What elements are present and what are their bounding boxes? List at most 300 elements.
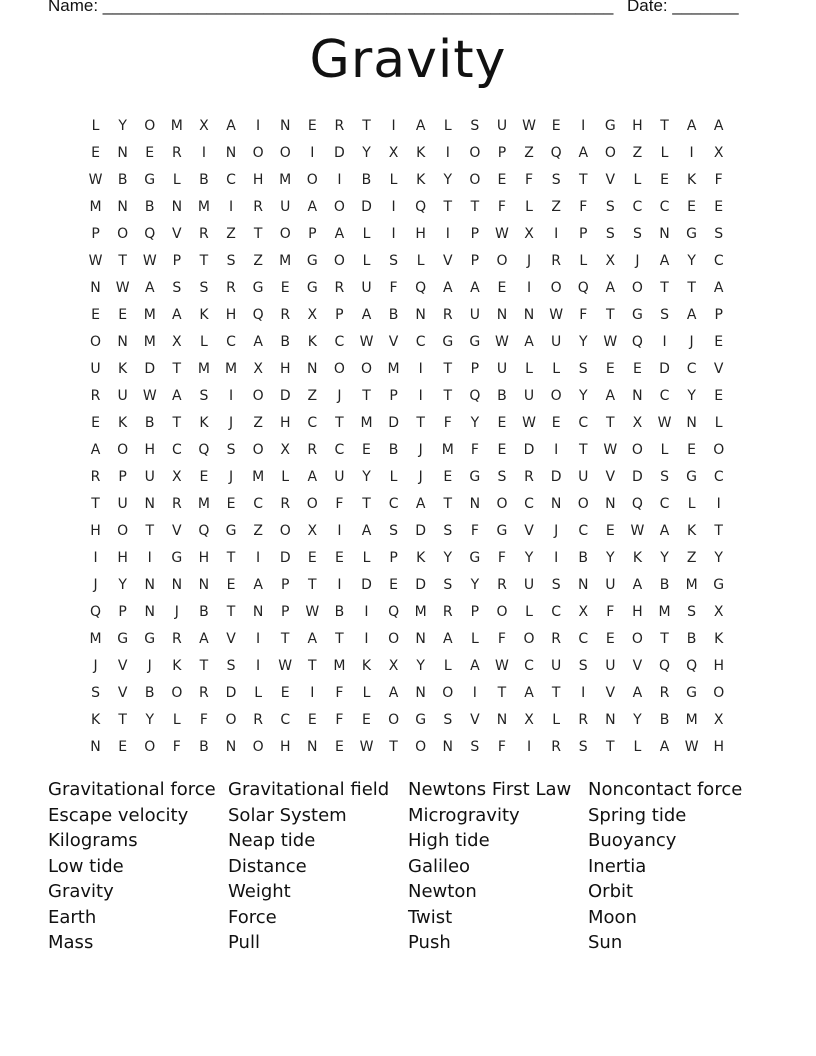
grid-letter[interactable]: S (687, 603, 697, 620)
grid-letter[interactable]: L (362, 684, 371, 701)
grid-letter[interactable]: I (716, 495, 721, 512)
grid-letter[interactable]: E (226, 495, 236, 512)
grid-letter[interactable]: I (147, 549, 152, 566)
grid-letter[interactable]: X (578, 603, 589, 620)
grid-letter[interactable]: I (228, 387, 234, 404)
grid-letter[interactable]: L (416, 252, 425, 269)
grid-letter[interactable]: D (415, 522, 427, 539)
grid-letter[interactable]: S (551, 576, 561, 593)
grid-letter[interactable]: P (280, 603, 290, 620)
grid-letter[interactable]: O (333, 198, 345, 215)
grid-letter[interactable]: A (144, 279, 155, 296)
grid-letter[interactable]: Q (686, 657, 698, 674)
grid-letter[interactable]: P (280, 576, 290, 593)
grid-letter[interactable]: S (605, 198, 615, 215)
grid-letter[interactable]: K (416, 144, 426, 161)
grid-letter[interactable]: P (579, 225, 588, 242)
grid-letter[interactable]: R (90, 468, 101, 485)
grid-letter[interactable]: A (524, 333, 534, 350)
grid-letter[interactable]: C (659, 495, 670, 512)
grid-letter[interactable]: V (172, 522, 182, 539)
grid-letter[interactable]: A (713, 117, 724, 134)
grid-letter[interactable]: N (252, 603, 264, 620)
grid-letter[interactable]: N (90, 279, 101, 296)
grid-letter[interactable]: A (307, 468, 318, 485)
grid-letter[interactable]: V (388, 333, 399, 350)
grid-letter[interactable]: R (253, 198, 263, 215)
grid-letter[interactable]: G (469, 468, 481, 485)
grid-letter[interactable]: M (685, 576, 698, 593)
grid-letter[interactable]: L (687, 495, 696, 512)
grid-letter[interactable]: X (713, 603, 724, 620)
grid-letter[interactable]: A (307, 630, 318, 647)
grid-letter[interactable]: X (713, 144, 724, 161)
grid-letter[interactable]: P (91, 225, 100, 242)
grid-letter[interactable]: T (199, 252, 209, 269)
grid-letter[interactable]: I (391, 225, 396, 242)
grid-letter[interactable]: M (252, 468, 265, 485)
grid-letter[interactable]: T (335, 414, 344, 431)
grid-letter[interactable]: P (172, 252, 182, 269)
grid-letter[interactable]: F (497, 630, 506, 647)
grid-letter[interactable]: M (224, 360, 238, 377)
grid-letter[interactable]: T (362, 387, 371, 404)
grid-letter[interactable]: B (199, 171, 209, 188)
grid-letter[interactable]: N (550, 495, 562, 512)
grid-letter[interactable]: C (578, 630, 589, 647)
grid-letter[interactable]: O (306, 495, 318, 512)
grid-letter[interactable]: I (445, 144, 450, 161)
grid-letter[interactable]: B (144, 414, 155, 431)
grid-letter[interactable]: G (306, 252, 318, 269)
grid-letter[interactable]: X (605, 252, 616, 269)
grid-letter[interactable]: F (199, 711, 208, 728)
grid-letter[interactable]: G (252, 279, 264, 296)
grid-letter[interactable]: M (197, 198, 210, 215)
grid-letter[interactable]: U (361, 279, 372, 296)
grid-letter[interactable]: I (418, 387, 423, 404)
grid-letter[interactable]: E (714, 387, 724, 404)
grid-letter[interactable]: H (144, 441, 155, 458)
grid-letter[interactable]: L (443, 657, 452, 674)
grid-letter[interactable]: O (306, 171, 318, 188)
grid-letter[interactable]: Q (415, 198, 427, 215)
grid-letter[interactable]: I (391, 117, 396, 134)
grid-letter[interactable]: A (442, 630, 453, 647)
grid-letter[interactable]: W (142, 252, 157, 269)
grid-letter[interactable]: F (579, 198, 588, 215)
grid-letter[interactable]: L (362, 549, 371, 566)
grid-letter[interactable]: N (469, 495, 481, 512)
grid-letter[interactable]: N (117, 198, 128, 215)
grid-letter[interactable]: E (551, 117, 561, 134)
grid-letter[interactable]: O (604, 144, 616, 161)
grid-letter[interactable]: C (524, 657, 534, 674)
grid-letter[interactable]: T (226, 603, 236, 620)
grid-letter[interactable]: Q (659, 657, 671, 674)
grid-letter[interactable]: O (523, 630, 535, 647)
grid-letter[interactable]: S (605, 225, 615, 242)
grid-letter[interactable]: T (606, 306, 615, 323)
grid-letter[interactable]: T (389, 738, 398, 755)
grid-letter[interactable]: Q (198, 441, 210, 458)
grid-letter[interactable]: K (199, 306, 209, 323)
grid-letter[interactable]: L (200, 333, 208, 350)
grid-letter[interactable]: A (361, 522, 372, 539)
grid-letter[interactable]: S (199, 279, 209, 296)
grid-letter[interactable]: G (469, 549, 481, 566)
grid-letter[interactable]: Y (633, 711, 642, 728)
grid-letter[interactable]: Y (687, 387, 696, 404)
grid-letter[interactable]: U (605, 657, 616, 674)
grid-letter[interactable]: E (605, 630, 615, 647)
grid-letter[interactable]: R (253, 711, 263, 728)
grid-letter[interactable]: T (578, 171, 588, 188)
grid-letter[interactable]: T (172, 414, 182, 431)
grid-letter[interactable]: L (633, 738, 642, 755)
grid-letter[interactable]: N (686, 414, 697, 431)
grid-letter[interactable]: R (497, 576, 507, 593)
grid-letter[interactable]: E (280, 279, 290, 296)
grid-letter[interactable]: V (605, 171, 616, 188)
grid-letter[interactable]: M (197, 360, 210, 377)
grid-letter[interactable]: Q (90, 603, 102, 620)
grid-letter[interactable]: S (389, 252, 399, 269)
grid-letter[interactable]: N (415, 306, 426, 323)
grid-letter[interactable]: I (310, 144, 315, 161)
grid-letter[interactable]: W (603, 333, 618, 350)
grid-letter[interactable]: M (414, 603, 427, 620)
grid-letter[interactable]: L (389, 468, 398, 485)
grid-letter[interactable]: O (713, 441, 725, 458)
grid-letter[interactable]: E (118, 306, 128, 323)
grid-letter[interactable]: O (631, 441, 643, 458)
grid-letter[interactable]: P (470, 603, 480, 620)
grid-letter[interactable]: F (443, 414, 452, 431)
grid-letter[interactable]: H (90, 522, 101, 539)
grid-letter[interactable]: S (470, 117, 480, 134)
grid-letter[interactable]: I (228, 198, 234, 215)
grid-letter[interactable]: W (495, 657, 509, 674)
grid-letter[interactable]: T (172, 360, 182, 377)
grid-letter[interactable]: T (443, 387, 453, 404)
grid-letter[interactable]: G (713, 576, 725, 593)
grid-letter[interactable]: Y (416, 657, 425, 674)
grid-letter[interactable]: O (631, 630, 643, 647)
grid-letter[interactable]: F (335, 495, 344, 512)
grid-letter[interactable]: Y (578, 333, 588, 350)
grid-letter[interactable]: I (391, 198, 396, 215)
grid-letter[interactable]: W (359, 738, 374, 755)
grid-letter[interactable]: I (337, 576, 342, 593)
grid-letter[interactable]: W (630, 522, 645, 539)
grid-letter[interactable]: S (578, 360, 588, 377)
grid-letter[interactable]: Y (362, 144, 371, 161)
grid-letter[interactable]: Y (470, 576, 480, 593)
grid-letter[interactable]: E (497, 171, 507, 188)
grid-letter[interactable]: R (442, 603, 453, 620)
grid-letter[interactable]: X (307, 522, 318, 539)
grid-letter[interactable]: G (469, 333, 481, 350)
grid-letter[interactable]: M (658, 603, 671, 620)
grid-letter[interactable]: X (280, 441, 290, 458)
grid-letter[interactable]: X (253, 360, 263, 377)
grid-letter[interactable]: E (307, 711, 317, 728)
grid-letter[interactable]: C (578, 522, 589, 539)
grid-letter[interactable]: B (144, 198, 155, 215)
grid-letter[interactable]: A (632, 684, 643, 701)
grid-letter[interactable]: A (632, 576, 643, 593)
grid-letter[interactable]: P (714, 306, 723, 323)
grid-letter[interactable]: I (201, 144, 206, 161)
grid-letter[interactable]: Q (631, 333, 643, 350)
grid-letter[interactable]: T (335, 630, 344, 647)
grid-letter[interactable]: A (415, 495, 426, 512)
grid-letter[interactable]: I (256, 657, 261, 674)
grid-letter[interactable]: Z (253, 414, 263, 431)
grid-letter[interactable]: J (689, 333, 694, 350)
grid-letter[interactable]: Y (714, 549, 723, 566)
grid-letter[interactable]: R (171, 630, 182, 647)
grid-letter[interactable]: O (117, 441, 129, 458)
grid-letter[interactable]: R (551, 630, 561, 647)
grid-letter[interactable]: I (526, 279, 532, 296)
grid-letter[interactable]: Y (606, 549, 615, 566)
grid-letter[interactable]: N (307, 738, 318, 755)
grid-letter[interactable]: A (470, 279, 480, 296)
grid-letter[interactable]: U (551, 657, 562, 674)
grid-letter[interactable]: S (551, 171, 561, 188)
grid-letter[interactable]: E (660, 171, 669, 188)
grid-letter[interactable]: T (660, 279, 669, 296)
grid-letter[interactable]: N (171, 198, 183, 215)
grid-letter[interactable]: N (144, 576, 155, 593)
grid-letter[interactable]: J (93, 576, 98, 593)
grid-letter[interactable]: H (279, 360, 291, 377)
grid-letter[interactable]: N (117, 333, 128, 350)
grid-letter[interactable]: H (713, 738, 724, 755)
grid-letter[interactable]: F (714, 171, 723, 188)
grid-letter[interactable]: C (280, 711, 291, 728)
grid-letter[interactable]: W (278, 657, 293, 674)
grid-letter[interactable]: V (470, 711, 480, 728)
grid-letter[interactable]: O (333, 360, 345, 377)
grid-letter[interactable]: G (604, 117, 616, 134)
grid-letter[interactable]: T (551, 684, 561, 701)
grid-letter[interactable]: Q (144, 225, 156, 242)
grid-letter[interactable]: R (442, 306, 453, 323)
grid-letter[interactable]: Z (253, 252, 263, 269)
grid-letter[interactable]: T (660, 630, 669, 647)
grid-letter[interactable]: M (333, 657, 346, 674)
grid-letter[interactable]: K (632, 549, 643, 566)
grid-letter[interactable]: V (117, 657, 128, 674)
grid-letter[interactable]: L (525, 360, 533, 377)
grid-letter[interactable]: L (525, 198, 533, 215)
grid-letter[interactable]: A (307, 198, 318, 215)
grid-letter[interactable]: Q (469, 387, 481, 404)
grid-letter[interactable]: A (578, 144, 589, 161)
grid-letter[interactable]: M (279, 252, 292, 269)
grid-letter[interactable]: I (256, 117, 261, 134)
grid-letter[interactable]: O (415, 738, 427, 755)
grid-letter[interactable]: X (172, 333, 182, 350)
grid-letter[interactable]: G (686, 468, 698, 485)
grid-letter[interactable]: C (713, 252, 724, 269)
grid-letter[interactable]: N (632, 387, 643, 404)
grid-letter[interactable]: I (310, 684, 315, 701)
grid-letter[interactable]: A (686, 306, 697, 323)
grid-letter[interactable]: H (279, 414, 291, 431)
grid-letter[interactable]: S (172, 279, 182, 296)
grid-letter[interactable]: A (172, 387, 182, 404)
grid-letter[interactable]: L (443, 117, 452, 134)
grid-letter[interactable]: C (307, 414, 318, 431)
grid-letter[interactable]: K (361, 657, 372, 674)
grid-letter[interactable]: J (554, 522, 559, 539)
grid-letter[interactable]: G (415, 711, 427, 728)
grid-letter[interactable]: A (605, 387, 616, 404)
grid-letter[interactable]: F (497, 198, 506, 215)
grid-letter[interactable]: G (631, 306, 643, 323)
grid-letter[interactable]: E (714, 333, 724, 350)
grid-letter[interactable]: E (497, 279, 507, 296)
grid-letter[interactable]: S (578, 738, 588, 755)
grid-letter[interactable]: P (389, 387, 398, 404)
grid-letter[interactable]: N (523, 306, 535, 323)
grid-letter[interactable]: Y (362, 468, 371, 485)
grid-letter[interactable]: O (442, 684, 454, 701)
grid-letter[interactable]: U (117, 495, 128, 512)
grid-letter[interactable]: N (90, 738, 101, 755)
grid-letter[interactable]: W (603, 441, 618, 458)
grid-letter[interactable]: G (686, 225, 698, 242)
grid-letter[interactable]: V (172, 225, 182, 242)
grid-letter[interactable]: T (497, 684, 507, 701)
grid-letter[interactable]: W (495, 333, 509, 350)
grid-letter[interactable]: W (522, 117, 536, 134)
grid-letter[interactable]: D (632, 468, 643, 485)
grid-letter[interactable]: O (388, 630, 400, 647)
grid-letter[interactable]: Z (226, 225, 236, 242)
grid-letter[interactable]: C (171, 441, 182, 458)
grid-letter[interactable]: G (496, 522, 508, 539)
grid-letter[interactable]: O (388, 711, 400, 728)
grid-letter[interactable]: A (388, 684, 399, 701)
grid-letter[interactable]: O (333, 252, 345, 269)
grid-letter[interactable]: S (199, 387, 209, 404)
grid-letter[interactable]: T (660, 117, 669, 134)
grid-letter[interactable]: A (361, 306, 372, 323)
grid-letter[interactable]: L (362, 252, 371, 269)
grid-letter[interactable]: O (252, 387, 264, 404)
grid-letter[interactable]: I (662, 333, 667, 350)
grid-letter[interactable]: L (552, 711, 561, 728)
grid-letter[interactable]: H (279, 738, 291, 755)
grid-letter[interactable]: A (524, 684, 534, 701)
grid-letter[interactable]: O (713, 684, 725, 701)
grid-letter[interactable]: E (551, 414, 561, 431)
grid-letter[interactable]: N (198, 576, 210, 593)
grid-letter[interactable]: Q (388, 603, 400, 620)
grid-letter[interactable]: D (279, 549, 291, 566)
grid-letter[interactable]: W (522, 414, 536, 431)
grid-letter[interactable]: E (714, 198, 724, 215)
grid-letter[interactable]: A (226, 117, 236, 134)
grid-letter[interactable]: Y (524, 549, 534, 566)
grid-letter[interactable]: D (279, 387, 291, 404)
grid-letter[interactable]: R (226, 279, 236, 296)
grid-letter[interactable]: N (496, 306, 508, 323)
grid-letter[interactable]: R (334, 117, 345, 134)
grid-letter[interactable]: T (687, 279, 696, 296)
grid-letter[interactable]: J (93, 657, 98, 674)
grid-letter[interactable]: K (307, 333, 317, 350)
grid-letter[interactable]: Y (443, 549, 453, 566)
grid-letter[interactable]: M (387, 360, 400, 377)
grid-letter[interactable]: T (308, 576, 317, 593)
grid-letter[interactable]: W (359, 333, 374, 350)
grid-letter[interactable]: O (550, 387, 562, 404)
grid-letter[interactable]: P (118, 468, 127, 485)
grid-letter[interactable]: Y (118, 117, 127, 134)
grid-letter[interactable]: W (305, 603, 320, 620)
grid-letter[interactable]: B (686, 630, 697, 647)
grid-letter[interactable]: C (578, 414, 589, 431)
grid-letter[interactable]: A (415, 117, 426, 134)
grid-letter[interactable]: O (469, 171, 481, 188)
grid-letter[interactable]: J (228, 414, 234, 431)
grid-letter[interactable]: S (632, 225, 642, 242)
grid-letter[interactable]: N (415, 630, 426, 647)
grid-letter[interactable]: O (144, 738, 156, 755)
grid-letter[interactable]: G (171, 549, 183, 566)
grid-letter[interactable]: E (687, 198, 697, 215)
grid-letter[interactable]: T (606, 738, 615, 755)
grid-letter[interactable]: C (524, 495, 534, 512)
grid-letter[interactable]: U (117, 387, 128, 404)
grid-letter[interactable]: N (496, 711, 508, 728)
grid-letter[interactable]: Y (118, 576, 127, 593)
grid-letter[interactable]: O (252, 738, 264, 755)
grid-letter[interactable]: O (550, 279, 562, 296)
grid-letter[interactable]: T (199, 657, 209, 674)
grid-letter[interactable]: X (388, 657, 399, 674)
grid-letter[interactable]: I (554, 225, 559, 242)
grid-letter[interactable]: J (526, 252, 532, 269)
grid-letter[interactable]: R (280, 306, 291, 323)
grid-letter[interactable]: C (388, 495, 399, 512)
grid-letter[interactable]: D (523, 441, 535, 458)
grid-letter[interactable]: D (334, 144, 345, 161)
grid-letter[interactable]: Q (252, 306, 264, 323)
grid-letter[interactable]: I (337, 522, 342, 539)
grid-letter[interactable]: X (713, 711, 724, 728)
grid-letter[interactable]: X (524, 225, 534, 242)
grid-letter[interactable]: N (659, 225, 670, 242)
grid-letter[interactable]: T (470, 198, 480, 215)
grid-letter[interactable]: L (91, 117, 100, 134)
grid-letter[interactable]: E (362, 711, 371, 728)
grid-letter[interactable]: B (117, 171, 128, 188)
grid-letter[interactable]: O (117, 225, 129, 242)
grid-letter[interactable]: C (551, 603, 562, 620)
grid-letter[interactable]: R (659, 684, 670, 701)
grid-letter[interactable]: I (581, 117, 586, 134)
grid-letter[interactable]: N (225, 738, 237, 755)
grid-letter[interactable]: S (91, 684, 100, 701)
grid-letter[interactable]: E (280, 684, 290, 701)
